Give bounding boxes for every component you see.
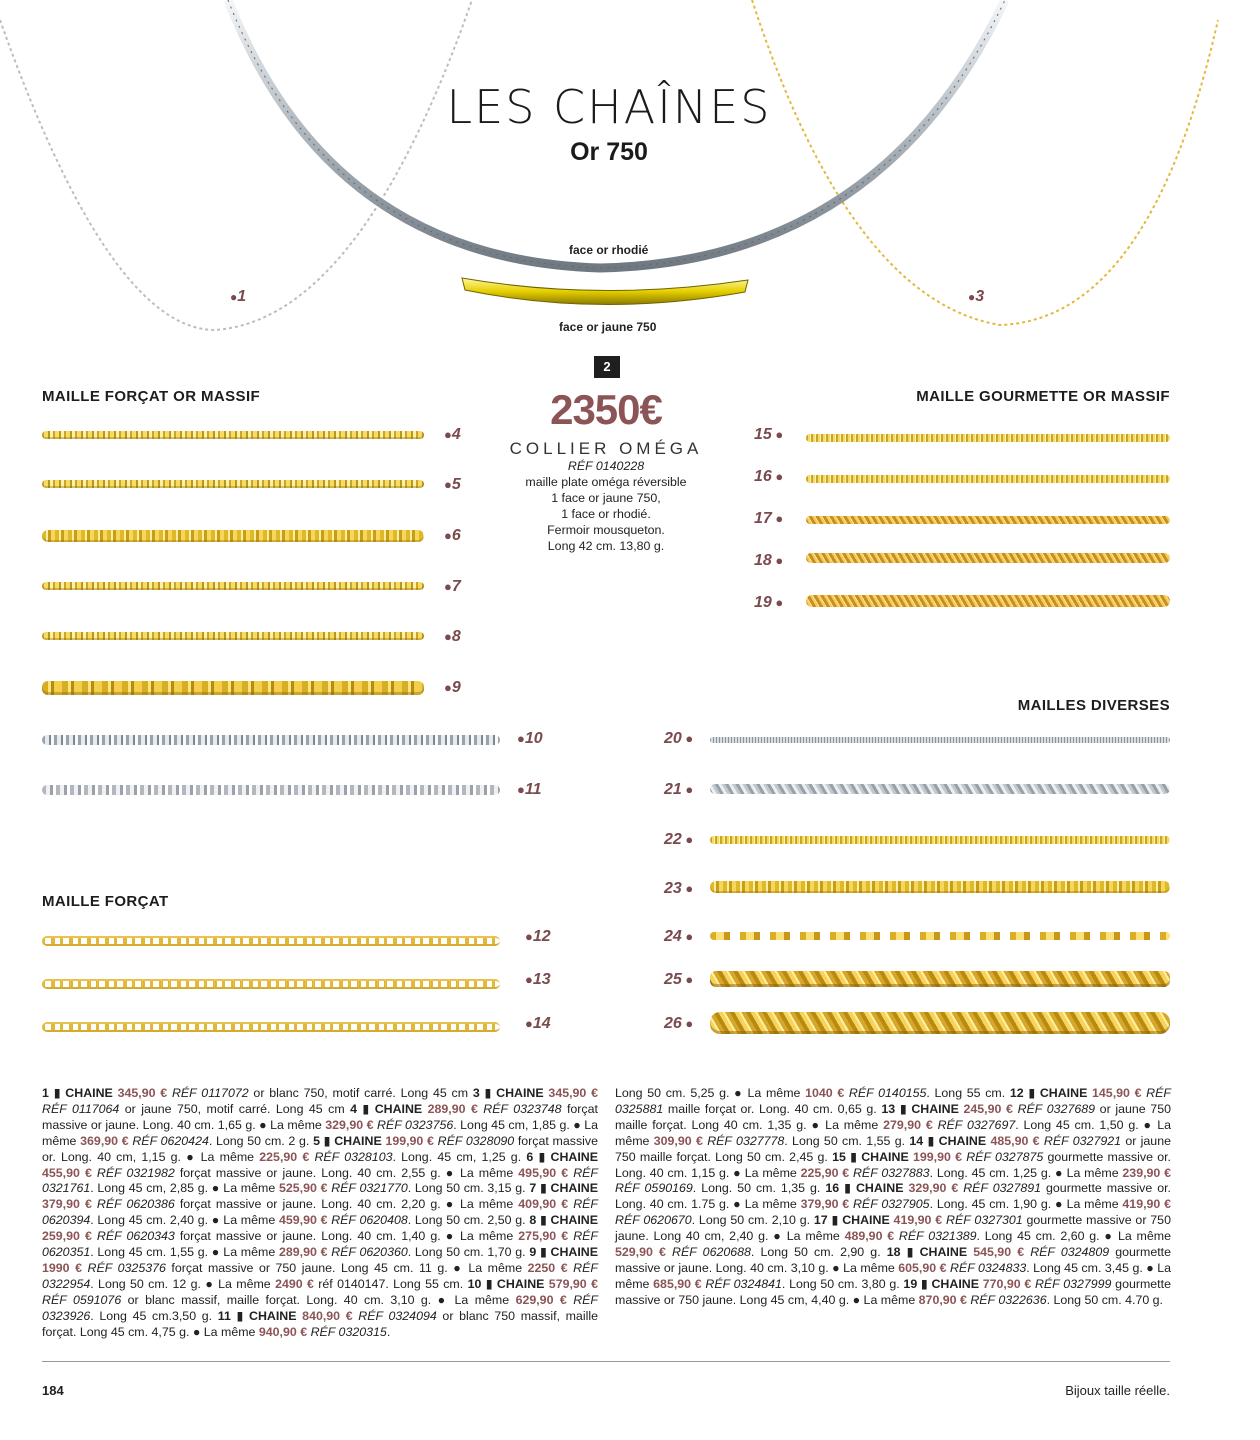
reference: RÉF 0324094 [358, 1308, 437, 1323]
item-number-24: 24 ● [664, 928, 694, 945]
description-text: . Long 45 cm.3,50 g. [90, 1308, 218, 1323]
description-text: . Long. 45 cm. 1,25 g. ● La même [929, 1165, 1123, 1180]
reference: RÉF 0327891 [963, 1181, 1042, 1196]
reference: RÉF 0117072 [171, 1086, 249, 1100]
description-text: . Long 45 cm. 1,50 g. ● La même [615, 1117, 1172, 1148]
reference: RÉF 0324833 [949, 1260, 1027, 1275]
description-text: forçat massive or 750 jaune. Long 45 cm. 11 g. ● La même [165, 1260, 528, 1275]
chain-18-image [806, 553, 1170, 563]
item-number-17: 17 ● [754, 510, 784, 527]
price: 2490 € [275, 1276, 314, 1291]
description-text: Long 50 cm. 5,25 g. ● La même [615, 1086, 806, 1100]
description-text: or jaune 750, motif carré. Long 45 cm [119, 1101, 351, 1116]
chain-8-image [42, 632, 424, 640]
chain-17-image [806, 516, 1170, 524]
price: 459,90 € [278, 1213, 328, 1228]
omega-gold-face-image [462, 278, 748, 305]
reference: RÉF 0620343 [96, 1229, 175, 1244]
price: 529,90 € [615, 1245, 666, 1260]
price: 455,90 € [42, 1165, 92, 1180]
description-text: . Long. 45 cm. 1,90 g. ● La même [929, 1197, 1123, 1212]
item-number-6: ●6 [444, 527, 461, 544]
chain-23-image [710, 881, 1170, 893]
description-text: . Long 45 cm. 3,45 g. ● La même [615, 1260, 1171, 1291]
reference: RÉF 0321389 [898, 1229, 977, 1244]
item-word: CHAINE [931, 1276, 979, 1291]
omega-price: 2350€ [550, 386, 662, 433]
price: 369,90 € [80, 1133, 129, 1148]
price: 409,90 € [518, 1197, 569, 1212]
omega-collar-image [228, 0, 1005, 268]
price: 145,90 € [1092, 1086, 1142, 1100]
item-word: CHAINE [855, 1181, 904, 1196]
item-number-11: ●11 [517, 781, 542, 798]
section-mailles-diverses: MAILLES DIVERSES [1017, 697, 1170, 714]
item-number-18: 18 ● [754, 552, 784, 569]
price: 275,90 € [518, 1229, 569, 1244]
price: 840,90 € [302, 1308, 353, 1323]
item-number: 6 [526, 1149, 534, 1164]
reference: RÉF 0327301 [946, 1213, 1023, 1228]
reference: RÉF 0324809 [1030, 1245, 1110, 1260]
reference: RÉF 0323926 [42, 1292, 598, 1323]
reference: RÉF 0620408 [331, 1213, 408, 1228]
omega-title: COLLIER OMÉGA [509, 439, 703, 458]
item-number: 8 [529, 1213, 537, 1228]
price: 605,90 € [898, 1260, 947, 1275]
price: 870,90 € [918, 1292, 967, 1307]
description-text: . Long 50 cm. 3,15 g. [407, 1181, 530, 1196]
label-face-jaune: face or jaune 750 [559, 320, 657, 334]
description-text: . Long 45 cm, 1,85 g. ● La même [42, 1117, 598, 1148]
item-number-15: 15 ● [754, 426, 784, 443]
chain-22-image [710, 836, 1170, 844]
description-text: or jaune 750 maille forçat. Long 50 cm. 2,45 g. [615, 1133, 1171, 1164]
price: 225,90 € [259, 1149, 310, 1164]
chain-14-image [42, 1022, 500, 1032]
page-subtitle: Or 750 [570, 138, 648, 166]
chain-24-image [710, 932, 1170, 940]
item-number-16: 16 ● [754, 468, 784, 485]
description-text: . Long 50 cm. 2,50 g. [407, 1213, 530, 1228]
description-text: or blanc 750 massif, maille forçat. Long 45 cm. 4,75 g. ● La même [42, 1308, 598, 1339]
item-number: 15 [832, 1149, 846, 1164]
item-word: CHAINE [1039, 1086, 1088, 1100]
reference: RÉF 0620394 [42, 1197, 598, 1228]
item-number-21: 21 ● [664, 781, 694, 798]
reference: RÉF 0140155 [848, 1086, 927, 1100]
product-details-left: 1 ▮ CHAINE 345,90 € RÉF 0117072 or blanc 750, motif carré. Long 45 cm 3 ▮ CHAINE 345,90 € RÉF 0117064 or jaune 750, motif carré. Long 45 cm 4 ▮ CHAINE 289,90 € RÉF 0323748 forçat massive or jaune. Long. 40 cm. 1,65 g. ● La même 329,90 € RÉF 0323756. Long 45 cm, 1,85 g. ● La même 369,90 € RÉF 0620424. Long 50 cm. 2 g. 5 ▮ CHAINE 199,90 € RÉF 0328090 forçat massive or. Long. 40 cm, 1,15 g. ● La même 225,90 € RÉF 0328103. Long. 45 cm, 1,25 g. 6 ▮ CHAINE 455,90 € RÉF 0321982 forçat massive or jaune. Long. 40 cm. 2,55 g. ● La même 495,90 € RÉF 0321761. Long 45 cm, 2,85 g. ● La même 525,90 € RÉF 0321770. Long 50 cm. 3,15 g. 7 ▮ CHAINE 379,90 € RÉF 0620386 forçat massive or jaune. Long. 40 cm. 2,20 g. ● La même 409,90 € RÉF 0620394. Long 45 cm. 2,40 g. ● La même 459,90 € RÉF 0620408. Long 50 cm. 2,50 g. 8 ▮ CHAINE 259,90 € RÉF 0620343 forçat massive or jaune. Long. 40 cm. 1,40 g. ● La même 275,90 € RÉF 0620351. Long 45 cm. 1,55 g. ● La même 289,90 € RÉF 0620360. Long 50 cm. 1,70 g. 9 ▮ CHAINE 1990 € RÉF 0325376 forçat massive or 750 jaune. Long 45 cm. 11 g. ● La même 2250 € RÉF 0322954. Long 50 cm. 12 g. ● La même 2490 € réf 0140147. Long 55 cm. 10 ▮ CHAINE 579,90 € RÉF 0591076 or blanc massif, maille forçat. Long. 40 cm. 3,10 g. ● La même 629,90 € RÉF 0323926. Long 45 cm.3,50 g. 11 ▮ CHAINE 840,90 € RÉF 0324094 or blanc 750 massif, maille forçat. Long 45 cm. 4,75 g. ● La même 940,90 € RÉF 0320315. [42, 1086, 598, 1339]
section-forcat-massif: MAILLE FORÇAT OR MASSIF [42, 388, 261, 405]
description-text: . Long 50 cm. 1,70 g. [407, 1245, 530, 1260]
item-word: CHAINE [861, 1149, 909, 1164]
price: 485,90 € [990, 1133, 1040, 1148]
price: 379,90 € [42, 1197, 92, 1212]
price: 199,90 € [385, 1133, 434, 1148]
reference: RÉF 0327921 [1043, 1133, 1122, 1148]
item-number-14: ●14 [525, 1015, 551, 1032]
item-word: CHAINE [842, 1213, 890, 1228]
reference: RÉF 0320315 [310, 1324, 387, 1339]
item-number-20: 20 ● [664, 730, 694, 747]
item-number-8: ●8 [444, 628, 461, 645]
chain-25-image [710, 971, 1170, 987]
description-text: maille forçat or. Long. 40 cm. 0,65 g. [663, 1101, 882, 1116]
item-word: CHAINE [249, 1308, 297, 1323]
marker-1: ●1 [230, 288, 247, 305]
item-number: 12 [1009, 1086, 1024, 1100]
price: 489,90 € [844, 1229, 895, 1244]
reference: RÉF 0327697 [937, 1117, 1016, 1132]
item-number-9: ●9 [444, 679, 461, 696]
description-text: . Long 50 cm. 1,55 g. [784, 1133, 910, 1148]
chain-10-image [42, 735, 500, 745]
item-word: CHAINE [550, 1181, 598, 1196]
reference: RÉF 0325376 [87, 1260, 166, 1275]
chain-6-image [42, 530, 424, 542]
item-number-10: ●10 [517, 730, 543, 747]
description-text: forçat massive or jaune. Long. 40 cm. 2,20 g. ● La même [174, 1197, 519, 1212]
description-text: . Long 50 cm. 2 g. [208, 1133, 314, 1148]
description-text: . Long 50 cm. 2,90 g. [750, 1245, 887, 1260]
description-text: . Long 55 cm. [926, 1086, 1010, 1100]
item-number-19: 19 ● [754, 594, 784, 611]
item-number: 4 [350, 1101, 357, 1116]
omega-ref: RÉF 0140228 [567, 459, 645, 473]
chain-16-image [806, 475, 1170, 483]
price: 289,90 € [427, 1101, 478, 1116]
price: 545,90 € [973, 1245, 1025, 1260]
reference: RÉF 0322954 [42, 1260, 598, 1291]
description-text: forçat massive or. Long. 40 cm, 1,15 g. ● La même [42, 1133, 598, 1164]
chain-26-image [710, 1012, 1170, 1034]
reference: RÉF 0590169 [615, 1181, 693, 1196]
price: 345,90 € [117, 1086, 168, 1100]
reference: RÉF 0328103 [314, 1149, 393, 1164]
section-gourmette-massif: MAILLE GOURMETTE OR MASSIF [916, 388, 1170, 405]
item-number: 13 [881, 1101, 896, 1116]
reference: RÉF 0327999 [1034, 1276, 1112, 1291]
reference: RÉF 0327883 [852, 1165, 930, 1180]
reference: RÉF 0117064 [42, 1101, 120, 1116]
product-details-right: Long 50 cm. 5,25 g. ● La même 1040 € RÉF 0140155. Long 55 cm. 12 ▮ CHAINE 145,90 € RÉF 0325881 maille forçat or. Long. 40 cm. 0,65 g. 13 ▮ CHAINE 245,90 € RÉF 0327689 or jaune 750 maille forçat. Long 40 cm. 1,35 g. ● La même 279,90 € RÉF 0327697. Long 45 cm. 1,50 g. ● La même 309,90 € RÉF 0327778. Long 50 cm. 1,55 g. 14 ▮ CHAINE 485,90 € RÉF 0327921 or jaune 750 maille forçat. Long 50 cm. 2,45 g. 15 ▮ CHAINE 199,90 € RÉF 0327875 gourmette massive or. Long. 40 cm. 1,15 g. ● La même 225,90 € RÉF 0327883. Long. 45 cm. 1,25 g. ● La même 239,90 € RÉF 0590169. Long. 50 cm. 1,35 g. 16 ▮ CHAINE 329,90 € RÉF 0327891 gourmette massive or. Long. 40 cm. 1.75 g. ● La même 379,90 € RÉF 0327905. Long. 45 cm. 1,90 g. ● La même 419,90 € RÉF 0620670. Long 50 cm. 2,10 g. 17 ▮ CHAINE 419,90 € RÉF 0327301 gourmette massive or 750 jaune. Long 40 cm, 2,40 g. ● La même 489,90 € RÉF 0321389. Long 45 cm. 2,60 g. ● La même 529,90 € RÉF 0620688. Long 50 cm. 2,90 g. 18 ▮ CHAINE 545,90 € RÉF 0324809 gourmette massive or jaune. Long. 40 cm. 3,10 g. ● La même 605,90 € RÉF 0324833. Long 45 cm. 3,45 g. ● La même 685,90 € RÉF 0324841. Long 50 cm. 3,80 g. 19 ▮ CHAINE 770,90 € RÉF 0327999 gourmette massive or 750 jaune. Long 45 cm, 4,40 g. ● La même 870,90 € RÉF 0322636. Long 50 cm. 4.70 g. [615, 1086, 1172, 1307]
price: 495,90 € [518, 1165, 569, 1180]
description-text: gourmette massive or 750 jaune. Long 40 cm, 2,40 g. ● La même [615, 1213, 1171, 1244]
description-text: . Long 50 cm. 3,80 g. [781, 1276, 904, 1291]
reference: RÉF 0620360 [331, 1245, 408, 1260]
chain-7-image [42, 582, 424, 590]
chain-9-image [42, 681, 424, 695]
item-word: CHAINE [911, 1101, 959, 1116]
price: 419,90 € [893, 1213, 943, 1228]
item-number: 14 [909, 1133, 924, 1148]
footer-note: Bijoux taille réelle. [1065, 1383, 1170, 1398]
description-text: . Long. 45 cm, 1,25 g. [392, 1149, 527, 1164]
description-text: . Long 45 cm. 2,40 g. ● La même [90, 1213, 279, 1228]
price: 1040 € [805, 1086, 845, 1100]
reference: RÉF 0323748 [483, 1101, 562, 1116]
price: 199,90 € [912, 1149, 962, 1164]
page-number: 184 [42, 1383, 64, 1398]
item-word: CHAINE [550, 1245, 598, 1260]
price: 329,90 € [908, 1181, 959, 1196]
price: 770,90 € [982, 1276, 1032, 1291]
price: 239,90 € [1122, 1165, 1171, 1180]
badge-2: 2 [594, 356, 620, 378]
chain-19-image [806, 595, 1170, 607]
marker-3: ●3 [968, 288, 985, 305]
description-text: . Long 45 cm. 1,55 g. ● La même [90, 1245, 279, 1260]
chain-11-image [42, 785, 500, 795]
item-number-23: 23 ● [664, 880, 694, 897]
section-forcat: MAILLE FORÇAT [42, 893, 169, 910]
item-number: 16 [825, 1181, 840, 1196]
description-text: or blanc massif, maille forçat. Long. 40 cm. 3,10 g. ● La même [121, 1292, 516, 1307]
description-text: . Long 50 cm. 12 g. ● La même [90, 1276, 276, 1291]
reference: RÉF 0620386 [96, 1197, 175, 1212]
page-title: LES CHAÎNES [446, 80, 772, 134]
price: 329,90 € [325, 1117, 374, 1132]
reference: RÉF 0321982 [96, 1165, 175, 1180]
item-number: 3 [472, 1086, 480, 1100]
description-text: forçat massive or jaune. Long. 40 cm. 2,55 g. ● La même [174, 1165, 519, 1180]
item-word: CHAINE [550, 1213, 598, 1228]
description-text: . [386, 1324, 391, 1339]
reference: RÉF 0620670 [615, 1213, 692, 1228]
price: 1990 € [42, 1260, 82, 1275]
item-number-5: ●5 [444, 476, 461, 493]
hero-illustration [0, 0, 1260, 360]
price: 279,90 € [883, 1117, 933, 1132]
reference: RÉF 0324841 [705, 1276, 782, 1291]
item-number: 1 [42, 1086, 49, 1100]
price: 629,90 € [515, 1292, 567, 1307]
price: 225,90 € [800, 1165, 850, 1180]
item-number-12: ●12 [525, 928, 551, 945]
chain-21-image [710, 784, 1170, 794]
description-text: gourmette massive or jaune. Long. 40 cm. 3,10 g. ● La même [615, 1245, 1172, 1275]
description-text: . Long 50 cm. 4.70 g. [1046, 1292, 1164, 1307]
item-number-4: ●4 [444, 426, 461, 443]
description-text: . Long. 50 cm. 1,35 g. [692, 1181, 826, 1196]
chain-13-image [42, 979, 500, 989]
reference: RÉF 0327875 [966, 1149, 1044, 1164]
reference: RÉF 0620351 [42, 1229, 598, 1260]
footer-divider [42, 1361, 1170, 1362]
description-text: or jaune 750 maille forçat. Long 40 cm. 1,35 g. ● La même [615, 1101, 1171, 1132]
item-number-7: ●7 [444, 578, 461, 595]
reference: RÉF 0328090 [437, 1133, 515, 1148]
price: 685,90 € [653, 1276, 702, 1291]
price: 525,90 € [278, 1181, 328, 1196]
price: 245,90 € [963, 1101, 1013, 1116]
reference: RÉF 0591076 [42, 1292, 122, 1307]
item-number-25: 25 ● [664, 971, 694, 988]
item-number-22: 22 ● [664, 831, 694, 848]
chain-4-image [42, 431, 424, 439]
item-number: 9 [529, 1245, 537, 1260]
item-word: CHAINE [496, 1276, 545, 1291]
price: 309,90 € [653, 1133, 703, 1148]
reference: RÉF 0620424 [132, 1133, 209, 1148]
description-text: . Long 50 cm. 2,10 g. [691, 1213, 814, 1228]
chain-12-image [42, 936, 500, 946]
reference: RÉF 0620688 [672, 1245, 751, 1260]
chain-5-image [42, 480, 424, 488]
reference: RÉF 0321770 [331, 1181, 408, 1196]
price: 940,90 € [258, 1324, 308, 1339]
description-text: gourmette massive or 750 jaune. Long 45 cm, 4,40 g. ● La même [615, 1276, 1171, 1307]
description-text: forçat massive or jaune. Long. 40 cm. 1,40 g. ● La même [174, 1229, 519, 1244]
item-word: CHAINE [374, 1101, 423, 1116]
reference: RÉF 0323756 [376, 1117, 454, 1132]
item-word: CHAINE [496, 1086, 544, 1100]
price: 345,90 € [548, 1086, 598, 1100]
item-word: CHAINE [919, 1245, 968, 1260]
item-number: 7 [529, 1181, 537, 1196]
reference: RÉF 0321761 [42, 1165, 598, 1196]
item-number-13: ●13 [525, 971, 551, 988]
reference: RÉF 0327689 [1017, 1101, 1096, 1116]
label-face-rhodie: face or rhodié [569, 243, 649, 257]
item-word: CHAINE [65, 1086, 113, 1100]
omega-description: RÉF 0140228 maille plate oméga réversible 1 face or jaune 750, 1 face or rhodié. Fermoir mousqueton. Long 42 cm. 13,80 g. [500, 458, 712, 554]
description-text: réf 0140147. Long 55 cm. [318, 1276, 468, 1291]
reference: RÉF 0327778 [707, 1133, 785, 1148]
description-text: . Long 45 cm. 2,60 g. ● La même [976, 1229, 1171, 1244]
item-number: 11 [217, 1308, 231, 1323]
price: 289,90 € [278, 1245, 328, 1260]
item-word: CHAINE [334, 1133, 382, 1148]
description-text: or blanc 750, motif carré. Long 45 cm [248, 1086, 473, 1100]
price: 2250 € [527, 1260, 568, 1275]
description-text: gourmette massive or. Long. 40 cm. 1,15 g. ● La même [615, 1149, 1171, 1180]
chain-20-image [710, 737, 1170, 743]
chain-15-image [806, 434, 1170, 442]
item-number-26: 26 ● [664, 1015, 694, 1032]
description-text: . Long 45 cm, 2,85 g. ● La même [90, 1181, 279, 1196]
item-word: CHAINE [550, 1149, 598, 1164]
description-text: gourmette massive or. Long. 40 cm. 1.75 g. ● La même [615, 1181, 1171, 1212]
item-word: CHAINE [938, 1133, 987, 1148]
price: 259,90 € [42, 1229, 92, 1244]
description-text: forçat massive or jaune. Long. 40 cm. 1,65 g. ● La même [42, 1101, 598, 1132]
reference: RÉF 0325881 [615, 1086, 1171, 1116]
price: 419,90 € [1122, 1197, 1171, 1212]
item-number: 19 [903, 1276, 918, 1291]
price: 579,90 € [548, 1276, 598, 1291]
item-number: 5 [313, 1133, 320, 1148]
price: 379,90 € [800, 1197, 850, 1212]
item-number: 18 [886, 1245, 901, 1260]
item-number: 17 [813, 1213, 828, 1228]
reference: RÉF 0322636 [970, 1292, 1047, 1307]
reference: RÉF 0327905 [852, 1197, 930, 1212]
item-number: 10 [467, 1276, 482, 1291]
